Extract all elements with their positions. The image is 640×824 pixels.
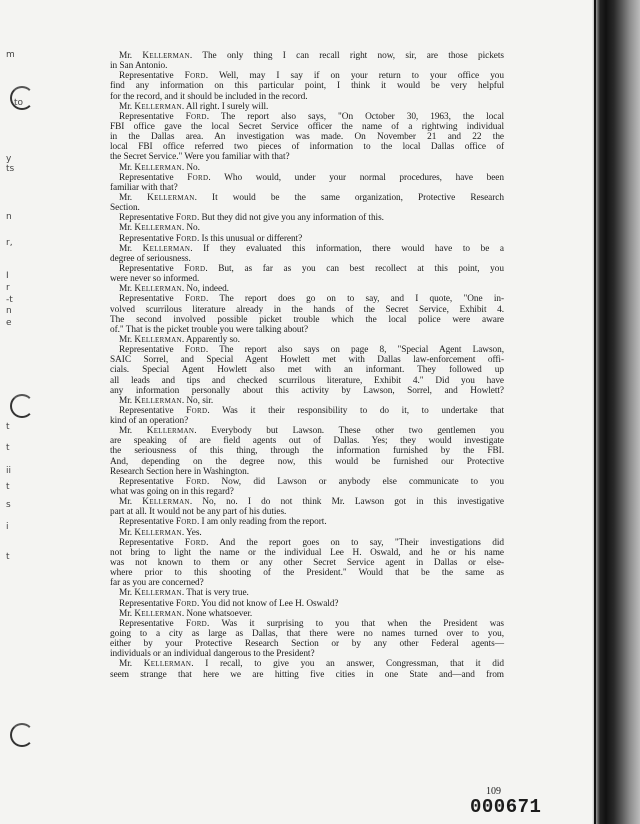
text-line: Mr. Kellerman. None whatsoever. [119,608,253,619]
text-line: Representative Ford. But, as far as you can best recollect at this point, you [119,263,504,274]
text-line: either by your Protective Research Section or by any other Federal agents— [110,639,504,650]
text-line: all leads and tips and checked scurrilous literature, Exhibit 4." Did you have [110,375,504,386]
margin-mark: t [6,552,10,562]
text-line: Representative Ford. I am only reading from the report. [119,517,327,528]
text-line: Representative Ford. Who would, under your normal procedures, have been [119,172,504,183]
document-control-number: 000671 [470,796,542,818]
text-line: going to a city as large as Dallas, that there were no names turned over to you, [110,629,504,640]
text-line: seem strange that here we are hitting five cities in one State and—and from [110,669,504,680]
scanner-edge-line [594,0,596,824]
margin-mark: t [6,422,10,432]
text-line: Representative Ford. Is this unusual or different? [119,233,303,244]
text-line: Representative Ford. But they did not give you any information of this. [119,213,384,224]
text-line: Mr. Kellerman. No. [119,162,200,173]
text-line: Mr. Kellerman. Yes. [119,527,202,538]
margin-mark: r, [6,238,13,248]
margin-mark: t [6,443,10,453]
text-line: are speaking of are field agents out of Dallas. Yes; they would investigate [110,436,504,447]
text-line: Mr. Kellerman. No, sir. [119,395,214,406]
text-line: Representative Ford. Well, may I say if on your return to your office you [119,71,504,82]
text-line: Mr. Kellerman. All right. I surely will. [119,101,269,112]
text-line: kind of an operation? [110,416,189,427]
text-line: the seriousness of this thing, through the information furnished by the FBI. [110,446,504,457]
text-line: The second involved possible picket trouble which the local police were aware [110,314,504,325]
text-line: what was going on in this regard? [110,487,234,498]
text-line: Mr. Kellerman. If they evaluated this information, there would have to be a [119,243,504,254]
punch-hole-icon [10,394,34,418]
text-line: for the record, and it should be included in the record. [110,91,308,102]
punch-hole-icon [10,723,34,747]
margin-mark: t [6,482,10,492]
text-line: Mr. Kellerman. No. [119,223,200,234]
text-line: part at all. It would not be any part of his duties. [110,507,287,518]
text-line: Representative Ford. The report also says, "On October 30, 1963, the local [119,111,504,122]
text-line: Mr. Kellerman. That is very true. [119,588,249,599]
text-line: cials. Special Agent Howlett also met with an informant. They followed up [110,365,504,376]
text-line: FBI office gave the local Secret Service officer the name of a rightwing individual [110,121,504,132]
margin-mark: n [6,306,12,316]
text-line: find any information on this particular point, I think it would be very helpful [110,81,504,92]
margin-mark: ii [6,466,12,476]
margin-mark: I [6,271,9,281]
text-line: individuals or an individual dangerous to the President? [110,649,315,660]
text-line: Mr. Kellerman. It would be the same organization, Protective Research [119,192,504,203]
text-line: Representative Ford. The report does go on to say, and I quote, "One in- [119,294,504,305]
text-line: was not known to them or any other Secret Service agent in Dallas or else- [110,558,504,569]
text-line: Mr. Kellerman. Everybody but Lawson. These other two gentlemen you [119,426,504,437]
text-line: Representative Ford. And the report goes on to say, "Their investigations did [119,537,504,548]
margin-mark: to [14,98,24,108]
margin-mark: e [6,318,12,328]
text-line: Representative Ford. Was it their responsibility to do it, to undertake that [119,405,504,416]
text-line: in San Antonio. [110,61,168,72]
text-line: Mr. Kellerman. I recall, to give you an answer, Congressman, that it did [119,659,504,670]
text-line: Representative Ford. Now, did Lawson or anybody else communicate to you [119,476,504,487]
text-line: the Secret Service." Were you familiar with that? [110,152,290,163]
text-line: of." That is the picket trouble you were talking about? [110,324,309,335]
margin-mark: m [6,50,15,60]
text-line: Representative Ford. The report also says on page 8, "Special Agent Lawson, [119,345,504,356]
text-line: far as you are concerned? [110,578,204,589]
text-line: SAIC Sorrel, and Special Agent Howlett met with Dallas law-enforcement offi- [110,355,504,366]
margin-mark: r [6,283,10,293]
margin-mark: -t [6,295,13,305]
text-line: familiar with that? [110,182,178,193]
margin-mark: i [6,522,9,532]
text-line: And, depending on the degree now, this would be furnished our Protective [110,456,504,467]
text-line: Representative Ford. Was it surprising to you that when the President was [119,618,504,629]
text-line: Representative Ford. You did not know of Lee H. Oswald? [119,598,339,609]
margin-mark: n [6,212,12,222]
margin-mark: y [6,154,12,164]
text-line: Mr. Kellerman. The only thing I can recall right now, sir, are those pickets [119,51,504,61]
text-line: in the Dallas area. An investigation was made. On November 21 and 22 the [110,132,504,143]
text-line: volved scurrilous literature already in the hands of the Secret Service, Exhibit 4. [110,304,504,315]
text-line: not bring to light the name or the individual Lee H. Oswald, and he or his name [110,547,504,558]
text-line: were never so informed. [110,274,200,285]
margin-mark: s [6,500,11,510]
text-line: Mr. Kellerman. No, no. I do not think Mr. Lawson got in this investigative [119,497,504,508]
text-line: any information personally about this activity by Lawson, Sorrel, and Howlett? [110,385,504,396]
text-line: Mr. Kellerman. Apparently so. [119,334,240,345]
scanner-edge [592,0,640,824]
page-number: 109 [486,786,501,797]
text-line: degree of seriousness. [110,253,191,264]
text-line: Section. [110,203,140,214]
margin-mark: ts [6,164,15,174]
testimony-text [110,51,504,680]
text-line: where prior to this shooting of the President." Would that be the same as [110,568,504,579]
text-line: Mr. Kellerman. No, indeed. [119,284,229,295]
text-line: local FBI office referred two pieces of information to the local Dallas office of [110,142,504,153]
text-line: Research Section here in Washington. [110,466,250,477]
